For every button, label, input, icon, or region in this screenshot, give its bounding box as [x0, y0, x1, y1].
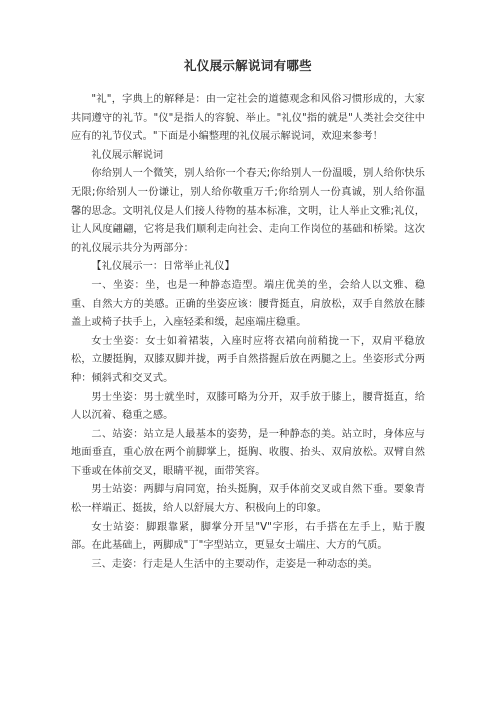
- paragraph-body: 你给别人一个微笑，别人给你一个春天;你给别人一份温暖，别人给你快乐无限;你给别人一份谦让，别人给你敬重万千;你给别人一份真诚，别人给你温馨的思念。文明礼仪是人们接人待物的基本标准，文明，让人举止文雅;礼仪，让人风度翩翩，它将是我们顺利走向社会、走向工作岗位的基础和桥梁。这次的礼仪展示共分为两部分：: [71, 168, 425, 254]
- paragraph-female-sitting: 女士坐姿：女士如着裙装，入座时应将衣裙向前稍拢一下，双肩平稳放松，立腰挺胸，双膝双脚并拢，两手自然搭握后放在两腿之上。坐姿形式分两种：倾斜式和交叉式。: [71, 335, 425, 384]
- paragraph-sitting: 一、坐姿：坐，也是一种静态造型。端庄优美的坐，会给人以文雅、稳重、自然大方的美感。正确的坐姿应该：腰背挺直，肩放松，双手自然放在膝盖上或椅子扶手上，入座轻柔和缓，起座端庄稳重。: [71, 279, 425, 329]
- paragraph-female-standing: 女士站姿：脚跟靠紧，脚掌分开呈"V"字形，右手搭在左手上，贴于腹部。在此基础上，两脚成"丁"字型站立，更显女士端庄、大方的气质。: [71, 521, 425, 552]
- paragraph-male-standing: 男士站姿：两脚与肩同宽，抬头挺胸，双手体前交叉或自然下垂。要象青松一样端正、挺拔，给人以舒展大方、积极向上的印象。: [71, 484, 425, 515]
- section-heading: 【礼仪展示一：日常举止礼仪】: [91, 261, 235, 273]
- paragraph-standing: 二、站姿：站立是人最基本的姿势，是一种静态的美。站立时，身体应与地面垂直，重心放在两个前脚掌上，挺胸、收腹、抬头、双肩放松。双臂自然下垂或在体前交叉，眼睛平视，面带笑容。: [71, 428, 425, 477]
- paragraph-heading: 礼仪展示解说词: [91, 149, 164, 161]
- paragraph-walking: 三、走姿：行走是人生活中的主要动作，走姿是一种动态的美。: [91, 558, 379, 570]
- paragraph-intro: "礼"，字典上的解释是：由一定社会的道德观念和风俗习惯形成的，大家共同遵守的礼节。"仪"是指人的容貌、举止。"礼仪"指的就是"人类社会交往中应有的礼节仪式。"下面是小编整理的礼仪展示解说词，欢迎来参考！: [71, 94, 425, 143]
- paragraph-male-sitting: 男士坐姿：男士就坐时，双膝可略为分开，双手放于膝上，腰背挺直，给人以沉着、稳重之感。: [71, 391, 425, 422]
- document-title: 礼仪展示解说词有哪些: [183, 58, 312, 73]
